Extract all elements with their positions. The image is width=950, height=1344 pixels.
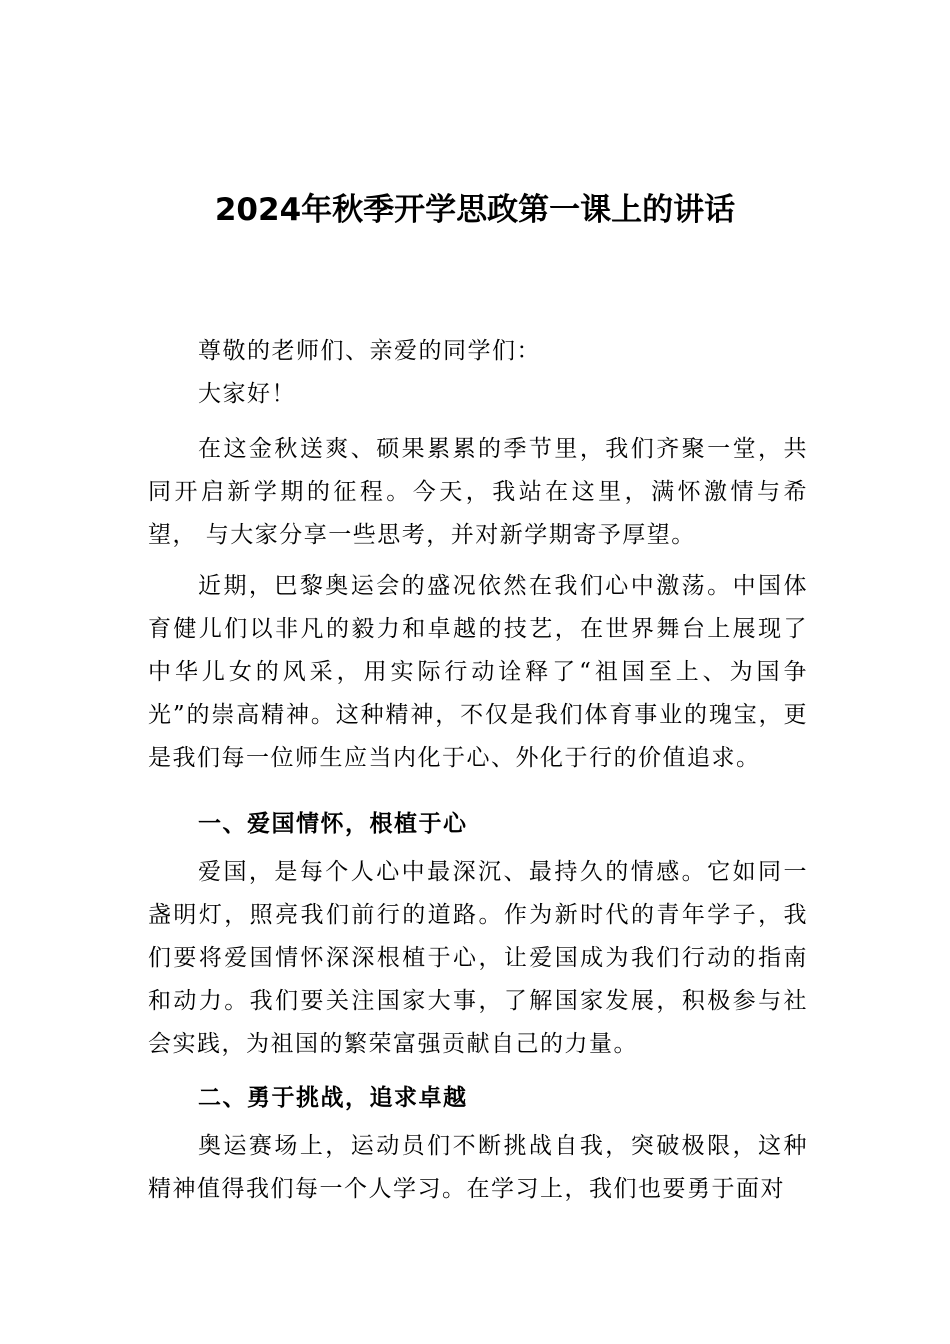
paragraph-text: 奥运赛场上，运动员们不断挑战自我，突破极限，这种精神值得我们每一个人学习。在学习上，我们也要勇于面对: [148, 1133, 808, 1202]
paragraph-text: 在这金秋送爽、硕果累累的季节里，我们齐聚一堂，共同开启新学期的征程。今天，我站在这里，满怀激情与希望， 与大家分享一些思考，并对新学期寄予厚望。: [148, 436, 808, 548]
speech-opening: [148, 330, 808, 416]
section-heading-2: [148, 1077, 808, 1120]
document-title: 2024年秋季开学思政第一课上的讲话: [214, 192, 736, 228]
paragraph-intro: [148, 428, 808, 557]
section-body-1: [148, 851, 808, 1066]
section-heading: 一、爱国情怀，根植于心: [198, 811, 468, 837]
salutation: 尊敬的老师们、亲爱的同学们：: [198, 338, 541, 364]
paragraph-text: 近期，巴黎奥运会的盛况依然在我们心中激荡。中国体育健儿们以非凡的毅力和卓越的技艺，在世界舞台上展现了中华儿女的风采，用实际行动诠释了“祖国至上、为国争光”的崇高精神。这种精神，不仅是我们体育事业的瑰宝，更是我们每一位师生应当内化于心、外化于行的价值追求。: [148, 573, 808, 771]
paragraph-olympics: [148, 565, 808, 780]
section-heading: 二、勇于挑战，追求卓越: [198, 1085, 468, 1111]
section-body-2: [148, 1125, 808, 1211]
section-heading-1: [148, 803, 808, 846]
greeting: 大家好！: [198, 381, 296, 407]
paragraph-text: 爱国，是每个人心中最深沉、最持久的情感。它如同一盏明灯，照亮我们前行的道路。作为新时代的青年学子，我们要将爱国情怀深深根植于心，让爱国成为我们行动的指南和动力。我们要关注国家大事，了解国家发展，积极参与社会实践，为祖国的繁荣富强贡献自己的力量。: [148, 859, 808, 1057]
